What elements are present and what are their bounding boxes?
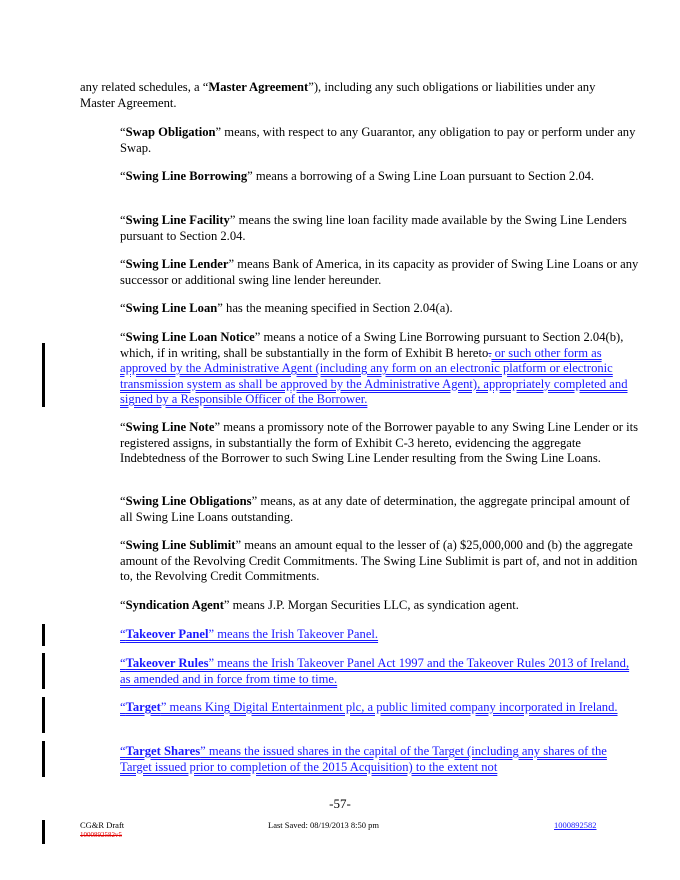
text-segment: ” means the Irish Takeover Panel. bbox=[208, 627, 379, 641]
text-segment: “ bbox=[120, 598, 126, 612]
text-segment: Swing Line Note bbox=[125, 420, 215, 434]
definition-swing-line-sublimit bbox=[80, 538, 640, 585]
text-segment: or such other form as approved by the Administrative Agent (including any form on an electronic platform or electronic transmission system as shall be approved by the Administrative Agent), appropriately completed and signed by a Responsible Officer of the Borrower. bbox=[120, 345, 628, 406]
text-segment: “ bbox=[120, 494, 126, 508]
text-segment: “ bbox=[120, 700, 126, 714]
footer-draft-label: CG&R Draft bbox=[80, 820, 125, 830]
text-segment: Target Shares bbox=[125, 744, 201, 758]
definition-swing-line-note bbox=[80, 420, 640, 467]
text-segment: “ bbox=[120, 744, 126, 758]
text-segment: . bbox=[488, 345, 492, 360]
text-segment: “ bbox=[120, 420, 126, 434]
text-segment: Swap Obligation bbox=[125, 125, 216, 139]
change-bar bbox=[42, 343, 45, 407]
footer-old-doc-id: 1000892582v5 bbox=[80, 831, 122, 839]
definition-swing-line-facility bbox=[80, 213, 640, 244]
text-segment: “ bbox=[120, 627, 126, 641]
text-segment: Swing Line Obligations bbox=[125, 494, 252, 508]
text-segment: ” has the meaning specified in Section 2.04(a). bbox=[217, 301, 453, 315]
footer-last-saved: Last Saved: 08/19/2013 8:50 pm bbox=[268, 820, 379, 830]
text-segment: Swing Line Facility bbox=[125, 213, 230, 227]
text-segment: ” means a promissory note of the Borrower payable to any Swing Line Lender or its registered assigns, in substantially the form of Exhibit C-3 hereto, evidencing the aggregate Indebtedness of the Borrower to such Swing Line Lender resulting from the Swing Line Loans. bbox=[120, 420, 638, 465]
definition-swing-line-loan bbox=[80, 301, 640, 317]
text-segment: Target bbox=[125, 700, 161, 714]
text-segment: “ bbox=[120, 301, 126, 315]
text-segment: Swing Line Loan Notice bbox=[125, 330, 255, 344]
change-bar bbox=[42, 741, 45, 777]
text-segment: ” means the swing line loan facility made available by the Swing Line Lenders pursuant to Section 2.04. bbox=[120, 213, 627, 243]
definition-swing-line-borrowing bbox=[80, 169, 640, 185]
change-bar bbox=[42, 624, 45, 646]
text-segment: Syndication Agent bbox=[125, 598, 224, 612]
text-segment: any related schedules, a “ bbox=[80, 80, 209, 94]
definition-paragraph bbox=[80, 80, 600, 111]
text-segment: “ bbox=[120, 257, 126, 271]
text-segment: ” means Bank of America, in its capacity as provider of Swing Line Loans or any successor or additional swing line lender hereunder. bbox=[120, 257, 639, 287]
text-segment: “ bbox=[120, 169, 126, 183]
text-segment: ” means J.P. Morgan Securities LLC, as syndication agent. bbox=[223, 598, 519, 612]
text-segment: Swing Line Borrowing bbox=[125, 169, 248, 183]
text-segment: ” means the Irish Takeover Panel Act 1997 and the Takeover Rules 2013 of Ireland, as amended and in force from time to time. bbox=[120, 656, 630, 686]
definition-takeover-rules bbox=[80, 656, 640, 687]
text-segment: ” means an amount equal to the lesser of (a) $25,000,000 and (b) the aggregate amount of the Revolving Credit Commitments. The Swing Line Sublimit is part of, and not in addition to, the Revolving Credit Commitments. bbox=[120, 538, 638, 583]
text-segment: Takeover Rules bbox=[125, 656, 209, 670]
text-segment: Takeover Panel bbox=[125, 627, 209, 641]
definition-swing-line-loan-notice bbox=[80, 330, 640, 408]
text-segment: “ bbox=[120, 125, 126, 139]
text-segment: ”), including any such obligations or liabilities under any Master Agreement. bbox=[80, 80, 596, 110]
footer-doc-id-link[interactable]: 1000892582 bbox=[554, 820, 597, 830]
definition-swing-line-lender bbox=[80, 257, 640, 288]
text-segment: ” means, as at any date of determination, the aggregate principal amount of all Swing Line Loans outstanding. bbox=[120, 494, 630, 524]
text-segment: “ bbox=[120, 656, 126, 670]
text-segment: Swing Line Loan bbox=[125, 301, 218, 315]
text-segment: “ bbox=[120, 330, 126, 344]
text-segment: Master Agreement bbox=[208, 80, 309, 94]
text-segment: ” means the issued shares in the capital of the Target (including any shares of the Target issued prior to completion of the 2015 Acquisition) to the extent not bbox=[120, 744, 607, 774]
definition-takeover-panel bbox=[80, 627, 640, 643]
text-segment: ” means, with respect to any Guarantor, any obligation to pay or perform under any Swap. bbox=[120, 125, 636, 155]
change-bar bbox=[42, 697, 45, 733]
text-segment: ” means a borrowing of a Swing Line Loan pursuant to Section 2.04. bbox=[247, 169, 595, 183]
text-segment: ” means King Digital Entertainment plc, a public limited company incorporated in Ireland. bbox=[160, 700, 618, 714]
definition-target-shares bbox=[80, 744, 640, 775]
text-segment: Swing Line Lender bbox=[125, 257, 229, 271]
text-segment: Swing Line Sublimit bbox=[125, 538, 236, 552]
definition-target bbox=[80, 700, 640, 716]
definition-syndication-agent bbox=[80, 598, 640, 614]
change-bar bbox=[42, 820, 45, 844]
text-segment: “ bbox=[120, 538, 126, 552]
definition-swap-obligation bbox=[80, 125, 640, 156]
text-segment: ” means a notice of a Swing Line Borrowing pursuant to Section 2.04(b), which, if in writing, shall be substantially in the form of Exhibit B hereto bbox=[120, 330, 624, 360]
definition-swing-line-obligations bbox=[80, 494, 640, 525]
footer-left bbox=[80, 820, 124, 840]
page-number: -57- bbox=[329, 796, 351, 811]
text-segment: “ bbox=[120, 213, 126, 227]
change-bar bbox=[42, 653, 45, 689]
